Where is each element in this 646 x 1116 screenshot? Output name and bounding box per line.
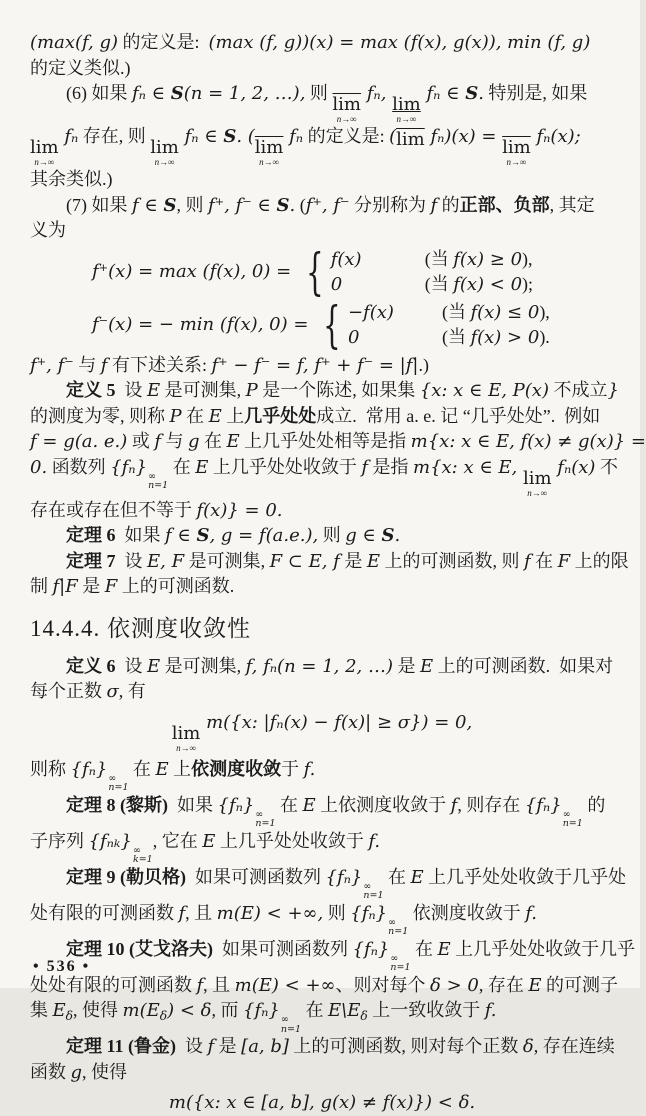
text-run: 集 (30, 1000, 53, 1020)
text-run: 在 (383, 866, 411, 887)
math-run: f (523, 550, 531, 572)
text-run: 上 (168, 758, 192, 779)
text-run: 的定义是: (118, 32, 209, 52)
text-run: 分别称为 (349, 194, 431, 215)
math-run: f. (368, 830, 381, 852)
text-run: .) (418, 354, 429, 375)
text-run: 则 (305, 83, 333, 103)
cases-equation (92, 295, 614, 354)
limit-notation: lim n→∞ (392, 94, 421, 124)
math-run: F (104, 576, 118, 597)
math-run: δ (65, 1009, 74, 1023)
math-run: m(E (122, 1000, 160, 1021)
text-line (30, 757, 614, 793)
math-run: f⁻(x) = − min (f(x), 0) = (92, 314, 315, 335)
text-line (30, 998, 614, 1034)
math-run: {fₙ} (325, 866, 363, 888)
math-run: fₙ)(x) = (424, 126, 503, 147)
math-run: P (245, 380, 258, 401)
text-run: 依测度收敛于 (408, 902, 526, 923)
math-run: f (207, 1036, 215, 1057)
equation (30, 1089, 614, 1116)
text-run: 子序列 (30, 830, 89, 851)
bold-term: 定理 7 (66, 550, 116, 571)
math-run: . (478, 83, 484, 104)
text-run: 与 (160, 431, 188, 451)
bold-term: 定义 5 (66, 380, 116, 400)
text-run: 如果 (115, 525, 165, 545)
math-run: . ( (236, 126, 255, 147)
text-run: 上几乎处处收敛于几乎处 (423, 866, 627, 887)
math-run: E (366, 550, 380, 572)
text-run: ), (539, 301, 550, 322)
math-run: −f(x) (347, 301, 394, 323)
page-content (30, 30, 646, 1116)
limit-notation: $\overline{lim}$ n→∞ (502, 137, 531, 167)
math-run: E (202, 830, 216, 852)
text-line (30, 1034, 614, 1060)
math-run: E (437, 938, 451, 960)
text-run: , 存在 (478, 974, 529, 995)
text-line (30, 378, 619, 404)
math-run: fₙ(x) (551, 456, 596, 478)
text-run: 与 (73, 354, 101, 375)
math-run: f (196, 974, 204, 996)
math-run: fₙ, (361, 83, 393, 104)
math-run: S (465, 83, 479, 104)
bold-term: 定义 6 (66, 655, 116, 676)
text-line (30, 56, 614, 82)
math-run: {fₙ} (524, 794, 562, 816)
text-run: 的测度为零, 则称 (30, 405, 170, 426)
text-run: 是指 (368, 456, 413, 477)
math-run: f (100, 354, 108, 376)
math-run: E (420, 655, 434, 677)
text-run: 上几乎处处收敛于 (208, 456, 362, 477)
text-run: 在 (199, 431, 227, 451)
text-line (30, 654, 614, 680)
math-run: f (154, 431, 161, 452)
bold-term: 定理 8 (黎斯) (66, 794, 168, 815)
math-run: fₙ ∈ (132, 83, 171, 104)
math-run: δ (522, 1036, 534, 1057)
text-run: 在 (410, 938, 438, 959)
text-run: (当 (441, 326, 471, 347)
text-run: 上的可测函数. 如果对 (433, 655, 614, 676)
math-run: f⁺, f⁻ ∈ (207, 194, 277, 216)
text-run: 在 (301, 1000, 329, 1020)
math-run: F (557, 550, 571, 572)
math-run: E (410, 866, 424, 888)
sup-sub-notation: ∞ n=1 (148, 470, 169, 491)
sup-sub-notation: ∞ n=1 (363, 880, 384, 901)
text-run: 的可测子 (541, 974, 618, 995)
limit-notation: $\overline{lim}$ n→∞ (254, 137, 284, 167)
math-run: E (52, 1000, 66, 1021)
text-run: 则 (323, 902, 351, 923)
math-run: m(E) < +∞, (216, 902, 324, 924)
text-run: 处有限的可测函数 (30, 902, 179, 923)
math-run: S (196, 525, 210, 546)
math-run: E (147, 655, 161, 677)
math-run: fₙ (283, 126, 304, 147)
math-run: f(x) > 0 (470, 326, 540, 348)
text-line (30, 574, 614, 600)
limit-notation: lim n→∞ (171, 722, 201, 753)
math-run: } (607, 380, 619, 401)
text-run: (7) 如果 (66, 194, 132, 215)
math-run: δ > 0 (430, 974, 479, 996)
text-run: 成立. 常用 a. e. 记 “几乎处处”. 例如 (316, 405, 601, 426)
math-run: m({x: x ∈ [a, b], g(x) ≠ f(x)}) < δ. (168, 1092, 476, 1113)
text-run: 在 (530, 550, 558, 571)
math-run: S (163, 194, 177, 216)
text-run: 如果 (168, 794, 218, 815)
text-line (30, 429, 646, 455)
text-run: 是一个陈述, 如果集 (257, 380, 420, 400)
text-run: 义为 (30, 220, 66, 240)
math-run: {fₙ} (243, 1000, 280, 1021)
text-run: ); (522, 273, 534, 294)
equation (30, 709, 614, 753)
math-run: f (361, 456, 368, 478)
text-run: 是 (393, 655, 421, 676)
math-run: {x: x ∈ E, P(x) (419, 380, 549, 401)
math-run: g (70, 1061, 83, 1083)
math-run: F ⊂ E, f (269, 550, 340, 572)
text-run: 如果可测函数列 (186, 866, 326, 887)
text-run: , 其定 (549, 194, 595, 215)
text-run: 其余类似.) (30, 169, 113, 189)
math-run: P (169, 405, 182, 427)
math-run: f(x) ≥ 0 (453, 248, 523, 270)
text-run: 不成立 (548, 380, 608, 400)
limit-notation: lim n→∞ (150, 137, 179, 167)
sup-sub-notation: ∞ n=1 (562, 808, 583, 829)
math-run: g ∈ (345, 525, 382, 546)
text-run: 或 (127, 431, 155, 451)
text-run: 如果可测函数列 (213, 938, 353, 959)
math-run: S (223, 126, 237, 147)
text-run: 上几乎处处相等是指 (239, 431, 411, 451)
math-run: . (289, 194, 296, 216)
text-run: 上的可测函数. (117, 576, 235, 596)
text-run: , 它在 (152, 830, 203, 851)
math-run: ) < δ (167, 1000, 212, 1021)
math-run: E (208, 405, 222, 427)
text-run: , 使得 (73, 1000, 123, 1020)
math-run: fₙ ∈ (178, 126, 224, 147)
math-run: S (381, 525, 395, 546)
text-run: 的定义是: (303, 126, 390, 146)
text-line (30, 829, 614, 865)
text-run: 设 (115, 655, 147, 676)
text-run: 的定义类似.) (30, 57, 131, 78)
math-run: m(E) < +∞ (234, 974, 336, 996)
math-run: E (195, 456, 209, 478)
limit-notation: $\overline{lim}$ (396, 129, 425, 150)
text-run: (当 (424, 248, 454, 269)
text-run: 则称 (30, 758, 71, 779)
text-run: 上几乎处处收敛于 (215, 830, 369, 851)
text-run: 上几乎处处收敛于几乎 (450, 938, 636, 959)
math-run: δ (360, 1009, 368, 1023)
text-line (30, 901, 614, 937)
math-run: σ (106, 681, 119, 702)
text-run: (当 (441, 301, 471, 322)
text-line (30, 30, 614, 56)
text-run: , 则存在 (457, 794, 525, 815)
math-run: m{x: x ∈ E, (413, 456, 523, 478)
text-run: 上的可测函数, 则对每个正数 (288, 1036, 523, 1056)
text-run: 是可测集, (160, 380, 246, 400)
text-run: ), (522, 248, 533, 269)
math-run: S (170, 83, 184, 104)
math-run: (n = 1, 2, …), (183, 83, 306, 104)
text-run: 是 (339, 550, 367, 571)
text-line (30, 793, 614, 829)
text-run: , 存在连续 (533, 1036, 615, 1056)
math-run: f. (303, 758, 316, 780)
limit-notation: lim n→∞ (522, 467, 552, 498)
text-run: 上的可测函数, 则 (379, 550, 524, 571)
math-run: E (147, 380, 161, 401)
math-run: f(x) ≤ 0 (470, 301, 540, 323)
math-run: f (178, 902, 186, 924)
text-line (30, 81, 614, 124)
math-run: 0 (347, 326, 360, 348)
text-run: 上一致收敛于 (367, 1000, 485, 1020)
math-run: f|F (52, 576, 78, 597)
text-run: , 而 (211, 1000, 244, 1020)
math-run: (max(f, g) (30, 32, 119, 53)
text-run: , 使得 (82, 1061, 128, 1082)
math-run: f⁺ − f⁻ = f, f⁺ + f⁻ = |f| (211, 354, 419, 376)
text-line (30, 523, 614, 549)
bold-term: 几乎处处 (244, 405, 317, 426)
math-run: {fₙₖ} (88, 830, 132, 852)
math-run: f, fₙ(n = 1, 2, …) (245, 655, 394, 677)
bold-term: 正部、负部 (459, 194, 550, 215)
text-run: , 且 (203, 974, 235, 995)
text-line (30, 193, 614, 219)
text-run: ( (295, 194, 306, 215)
math-run: m{x: x ∈ E, f(x) ≠ g(x)} = (410, 431, 646, 452)
bold-term: 依测度收敛 (191, 758, 282, 779)
bold-term: 定理 11 (鲁金) (66, 1036, 176, 1056)
math-run: {fₙ} (350, 902, 388, 924)
sup-sub-notation: ∞ n=1 (280, 1014, 302, 1035)
text-run: 特别是, 如果 (483, 83, 588, 103)
text-run: 于 (281, 758, 304, 779)
bold-term: 定理 6 (66, 525, 116, 545)
text-run: 的 (437, 194, 460, 215)
text-run: 是可测集, (160, 655, 246, 676)
math-run: f (430, 194, 438, 216)
math-run: E\E (328, 1000, 361, 1021)
text-run: 不 (595, 456, 618, 477)
text-run: 在 (168, 456, 196, 477)
text-run: 是可测集, (184, 550, 270, 571)
math-run: δ (159, 1009, 168, 1023)
math-run: ( (389, 126, 397, 147)
math-run: fₙ ∈ (420, 83, 466, 104)
text-run: 处处有限的可测函数 (30, 974, 197, 995)
text-run: 函数列 (47, 456, 111, 477)
text-run: ). (539, 326, 550, 347)
math-run: E (226, 431, 240, 452)
text-run: 函数 (30, 1061, 71, 1082)
text-line (30, 498, 614, 524)
text-run: 上依测度收敛于 (315, 794, 451, 815)
brace-glyph: { (323, 295, 341, 354)
cases-equation (92, 242, 614, 301)
math-run: , g = f(a.e.), (209, 525, 319, 546)
text-run: (6) 如果 (66, 83, 132, 103)
math-run: g (187, 431, 200, 452)
math-run: [a, b] (241, 1036, 289, 1057)
text-run: 每个正数 (30, 681, 107, 701)
text-line (30, 404, 614, 430)
text-run: , 有 (118, 681, 146, 701)
math-run: f(x) < 0 (453, 273, 523, 295)
sup-sub-notation: ∞ n=1 (108, 772, 129, 793)
section-heading: 14.4.4. 依测度收敛性 (30, 615, 251, 641)
math-run: m({x: |fₙ(x) − f(x)| ≥ σ}) = 0, (200, 711, 473, 733)
math-run: 0 (330, 273, 343, 295)
text-line (30, 973, 618, 999)
math-run: E (155, 758, 169, 780)
text-line (30, 937, 636, 973)
text-run: 存在或存在但不等于 (30, 499, 197, 520)
text-run: (当 (424, 273, 454, 294)
text-run: 的 (582, 794, 606, 815)
bold-term: 定理 10 (艾戈洛夫) (66, 938, 213, 959)
text-run: 存在, 则 (78, 126, 151, 146)
math-run: E, F (147, 550, 185, 572)
math-run: f = g(a. e.) (30, 431, 128, 452)
text-run: 上的限 (570, 550, 629, 571)
text-line (30, 124, 614, 167)
math-run: f (450, 794, 458, 816)
text-run: 、则对每个 (335, 974, 431, 995)
page-number: • 536 • (33, 958, 91, 975)
limit-notation: lim n→∞ (30, 137, 59, 167)
sup-sub-notation: ∞ k=1 (132, 844, 153, 865)
math-run: fₙ(x); (530, 126, 581, 147)
math-run: f ∈ (132, 194, 164, 216)
math-run: {fₙ} (217, 794, 255, 816)
text-run: , 且 (185, 902, 217, 923)
text-line (30, 455, 618, 498)
math-run: f⁺, f⁻ (305, 194, 350, 216)
text-run: 在 (128, 758, 156, 779)
text-run: 在 (181, 405, 209, 426)
text-run: , 则 (176, 194, 208, 215)
math-run: fₙ (58, 126, 79, 147)
bold-term: 定理 9 (勒贝格) (66, 866, 186, 887)
text-line (30, 679, 614, 705)
text-line (30, 549, 629, 575)
math-run: {fₙ} (110, 456, 148, 478)
text-run: 设 (115, 550, 147, 571)
math-run: . (394, 525, 401, 546)
math-run: (max (f, g))(x) = max (f(x), g(x)), min (f, g) (208, 32, 591, 53)
limit-notation: $\overline{lim}$ n→∞ (332, 94, 362, 124)
math-run: S (276, 194, 290, 216)
sup-sub-notation: ∞ n=1 (255, 808, 276, 829)
text-line (30, 1060, 614, 1086)
sup-sub-notation: ∞ n=1 (388, 916, 409, 937)
math-run: f. (484, 1000, 497, 1021)
text-run: 则 (318, 525, 346, 545)
sup-sub-notation: ∞ n=1 (390, 952, 411, 973)
text-run: 在 (275, 794, 303, 815)
math-run: E (528, 974, 542, 996)
brace-glyph: { (306, 242, 324, 301)
text-line (30, 167, 614, 193)
math-run: {fₙ} (70, 758, 108, 780)
text-run: 有下述关系: (107, 354, 212, 375)
math-run: {fₙ} (352, 938, 390, 960)
math-run: f ∈ (165, 525, 197, 546)
text-run: 设 (176, 1036, 208, 1056)
text-run: 制 (30, 576, 53, 596)
math-run: f. (525, 902, 537, 924)
text-line (30, 865, 627, 901)
text-run: 上 (221, 405, 245, 426)
math-run: f(x)} = 0. (196, 499, 283, 521)
text-line (30, 218, 614, 244)
math-run: f(x) (330, 248, 362, 270)
math-run: 0. (30, 456, 48, 478)
text-line (30, 353, 614, 379)
text-run: 是 (214, 1036, 242, 1056)
math-run: f⁺(x) = max (f(x), 0) = (92, 261, 297, 282)
math-run: f⁺, f⁻ (30, 354, 74, 376)
text-run: 是 (77, 576, 105, 596)
text-run: 设 (115, 380, 147, 400)
math-run: E (302, 794, 316, 816)
